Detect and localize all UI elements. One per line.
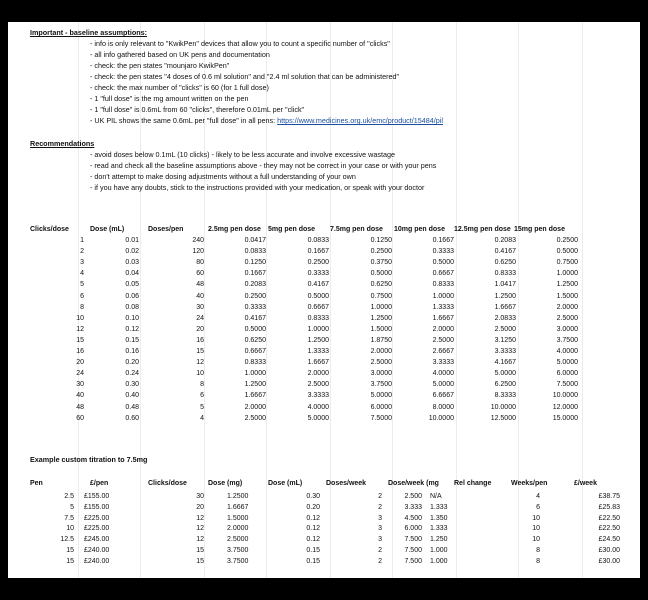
dose_table-cell: 40 xyxy=(196,292,204,300)
dose_table-cell: 0.6667 xyxy=(307,303,329,311)
titration-cell: 15 xyxy=(66,547,74,554)
assumption-item: - info is only relevant to "KwikPen" devices that allow you to count a specific number of "clicks" xyxy=(90,39,390,48)
dose_table-cell: 30 xyxy=(196,303,204,311)
dose_table-cell: 0.0417 xyxy=(244,237,266,244)
dose_table-cell: 0.06 xyxy=(125,292,139,300)
dose_table-cell: 5.0000 xyxy=(307,414,329,422)
dose_table-cell: 12.0000 xyxy=(552,403,578,411)
dose_table-cell: 0.02 xyxy=(125,248,139,256)
titration-cell: £155.00 xyxy=(84,503,110,511)
titration-cell: £225.00 xyxy=(84,514,110,522)
dose_table-cell: 8 xyxy=(80,303,84,311)
dose_table-cell: 0.16 xyxy=(125,348,139,355)
dose_table-cell: 0.24 xyxy=(125,370,139,378)
titration-column-header: Pen xyxy=(30,480,43,487)
dose_table-cell: 0.2083 xyxy=(494,237,516,244)
dose_table-cell: 0.7500 xyxy=(370,292,392,300)
dose_table-cell: 2.5000 xyxy=(494,325,516,333)
dose_table-cell: 4.0000 xyxy=(556,348,578,355)
dose_table-cell: 1.6667 xyxy=(307,359,329,367)
dose_table-cell: 2.0000 xyxy=(370,348,392,355)
dose_table-cell: 3.0000 xyxy=(370,370,392,378)
dose_table-cell: 1.5000 xyxy=(556,292,578,300)
dose_table-cell: 1.0000 xyxy=(556,270,578,278)
dose_table-cell: 0.5000 xyxy=(370,270,392,278)
dose_table-cell: 0.6250 xyxy=(244,336,266,344)
dose_table-cell: 3.3333 xyxy=(307,392,329,400)
titration-cell: 1.000 xyxy=(430,557,448,565)
dose_table-cell: 2.0833 xyxy=(494,314,516,322)
dose_table-cell: 0.40 xyxy=(125,392,139,400)
titration-cell: £38.75 xyxy=(598,493,620,500)
top-black-bar xyxy=(0,0,648,22)
titration-cell: 0.12 xyxy=(306,525,320,533)
titration-cell: 0.15 xyxy=(306,557,320,565)
titration-cell: 12 xyxy=(196,525,204,533)
dose_table-cell: 0.2083 xyxy=(244,281,266,289)
titration-cell: 10 xyxy=(532,525,540,533)
dose_table-cell: 5 xyxy=(200,403,204,411)
titration-cell: 8 xyxy=(536,547,540,554)
dose_table-cell: 1.0000 xyxy=(370,303,392,311)
dose_table-cell: 0.1250 xyxy=(244,259,266,267)
dose_table-cell: 1.6667 xyxy=(494,303,516,311)
titration-cell: £245.00 xyxy=(84,536,110,544)
titration-cell: 6 xyxy=(536,503,540,511)
dose_table-cell: 15 xyxy=(196,348,204,355)
dose_table-cell: 0.04 xyxy=(125,270,139,278)
titration-cell: 8 xyxy=(536,557,540,565)
titration-cell: 3.7500 xyxy=(227,557,249,565)
titration-cell: 2 xyxy=(378,493,382,500)
dose_table-cell: 2.5000 xyxy=(244,414,266,422)
dose_table-cell: 1.0000 xyxy=(244,370,266,378)
titration-cell: 2 xyxy=(378,503,382,511)
titration-column-header: Dose/week (mg xyxy=(388,480,439,487)
dose_table-cell: 10.0000 xyxy=(490,403,516,411)
dose_table-cell: 2.0000 xyxy=(307,370,329,378)
titration-cell: 15 xyxy=(196,557,204,565)
dose_table-cell: 4.1667 xyxy=(494,359,516,367)
titration-cell: N/A xyxy=(430,493,442,500)
dose_table-cell: 0.8333 xyxy=(432,281,454,289)
titration-cell: 2.0000 xyxy=(227,525,249,533)
dose_table-cell: 1.2500 xyxy=(494,292,516,300)
dose_table-cell: 10 xyxy=(76,314,84,322)
dose_table-cell: 4.0000 xyxy=(307,403,329,411)
dose_table-cell: 6.2500 xyxy=(494,381,516,389)
titration-cell: 4 xyxy=(536,493,540,500)
titration-cell: £22.50 xyxy=(598,525,620,533)
dose_table-cell: 60 xyxy=(76,414,84,422)
titration-cell: 3.333 xyxy=(404,503,422,511)
dose_table-column-header: 2.5mg pen dose xyxy=(208,226,261,233)
dose_table-cell: 6.0000 xyxy=(556,370,578,378)
titration-cell: £155.00 xyxy=(84,493,110,500)
titration-cell: 10 xyxy=(66,525,74,533)
dose_table-cell: 0.4167 xyxy=(494,248,516,256)
dose_table-cell: 8 xyxy=(200,381,204,389)
dose_table-cell: 0.5000 xyxy=(432,259,454,267)
dose_table-cell: 3.0000 xyxy=(556,325,578,333)
dose_table-cell: 1.8750 xyxy=(370,336,392,344)
dose_table-cell: 2.5000 xyxy=(556,314,578,322)
assumptions-heading: Important - baseline assumptions: xyxy=(30,28,148,37)
dose_table-column-header: 15mg pen dose xyxy=(514,226,565,233)
dose_table-cell: 120 xyxy=(192,248,204,256)
recommendations-heading: Recommendations xyxy=(30,139,95,148)
dose_table-column-header: Dose (mL) xyxy=(90,226,125,233)
pil-link[interactable]: https://www.medicines.org.uk/emc/product/15484/pil xyxy=(277,116,443,125)
dose_table-cell: 16 xyxy=(196,336,204,344)
titration-cell: 0.15 xyxy=(306,547,320,554)
dose_table-cell: 5.0000 xyxy=(432,381,454,389)
recommendation-item: - avoid doses below 0.1mL (10 clicks) - likely to be less accurate and involve excessive wastage xyxy=(90,150,395,159)
dose_table-cell: 1.6667 xyxy=(432,314,454,322)
recommendation-item: - if you have any doubts, stick to the instructions provided with your medication, or speak with your doctor xyxy=(90,183,425,192)
dose_table-cell: 0.8333 xyxy=(244,359,266,367)
titration-cell: 0.12 xyxy=(306,514,320,522)
titration-cell: 1.2500 xyxy=(227,493,249,500)
titration-cell: 10 xyxy=(532,536,540,544)
titration-cell: 2 xyxy=(378,557,382,565)
titration-cell: 7.500 xyxy=(404,547,422,554)
dose_table-cell: 1.2500 xyxy=(370,314,392,322)
dose_table-cell: 10.0000 xyxy=(428,414,454,422)
titration-cell: 30 xyxy=(196,493,204,500)
titration-cell: 3 xyxy=(378,514,382,522)
dose_table-cell: 0.3333 xyxy=(432,248,454,256)
bottom-black-bar xyxy=(0,578,648,600)
dose_table-cell: 0.6667 xyxy=(432,270,454,278)
titration-cell: 7.5 xyxy=(64,514,74,522)
titration-column-header: Weeks/pen xyxy=(511,480,548,487)
dose_table-cell: 12 xyxy=(76,325,84,333)
titration-column-header: Rel change xyxy=(454,480,492,487)
dose_table-cell: 0.5000 xyxy=(244,325,266,333)
titration-cell: 7.500 xyxy=(404,557,422,565)
dose_table-cell: 1.3333 xyxy=(432,303,454,311)
titration-cell: 3.7500 xyxy=(227,547,249,554)
dose_table-cell: 0.6667 xyxy=(244,348,266,355)
dose_table-cell: 0.5000 xyxy=(556,248,578,256)
dose_table-cell: 4 xyxy=(80,270,84,278)
dose_table-cell: 0.2500 xyxy=(307,259,329,267)
titration-cell: 20 xyxy=(196,503,204,511)
dose_table-cell: 0.8333 xyxy=(494,270,516,278)
titration-cell: £240.00 xyxy=(84,557,110,565)
dose_table-cell: 0.1250 xyxy=(370,237,392,244)
titration-cell: 15 xyxy=(66,557,74,565)
titration-cell: £25.83 xyxy=(598,503,620,511)
dose_table-cell: 0.08 xyxy=(125,303,139,311)
spreadsheet-sheet xyxy=(8,22,640,578)
assumption-item-pil xyxy=(90,116,443,125)
titration-column-header: Clicks/dose xyxy=(148,480,187,487)
dose_table-cell: 2 xyxy=(80,248,84,256)
dose_table-cell: 0.7500 xyxy=(556,259,578,267)
dose_table-column-header: 7.5mg pen dose xyxy=(330,226,383,233)
dose_table-cell: 4.0000 xyxy=(432,370,454,378)
dose_table-column-header: 12.5mg pen dose xyxy=(454,226,511,233)
dose_table-cell: 3.3333 xyxy=(494,348,516,355)
dose_table-cell: 240 xyxy=(192,237,204,244)
dose_table-cell: 12 xyxy=(196,359,204,367)
dose_table-column-header: Clicks/dose xyxy=(30,226,69,233)
titration-cell: 1.333 xyxy=(430,503,448,511)
titration-cell: 2.5 xyxy=(64,493,74,500)
titration-cell: £30.00 xyxy=(598,557,620,565)
dose_table-cell: 0.12 xyxy=(125,325,139,333)
dose_table-cell: 0.01 xyxy=(125,237,139,244)
titration-cell: £22.50 xyxy=(598,514,620,522)
dose_table-cell: 1.0000 xyxy=(432,292,454,300)
titration-column-header: Doses/week xyxy=(326,480,367,487)
dose_table-cell: 80 xyxy=(196,259,204,267)
dose_table-cell: 0.3333 xyxy=(307,270,329,278)
dose_table-cell: 0.3750 xyxy=(370,259,392,267)
dose_table-cell: 0.4167 xyxy=(244,314,266,322)
dose_table-cell: 0.20 xyxy=(125,359,139,367)
titration-column-header: Dose (mg) xyxy=(208,480,243,487)
titration-cell: 4.500 xyxy=(404,514,422,522)
titration-cell: 5 xyxy=(70,503,74,511)
titration-cell: £225.00 xyxy=(84,525,110,533)
titration-cell: £30.00 xyxy=(598,547,620,554)
recommendation-item: - read and check all the baseline assumptions above - they may not be correct in your case or with your pens xyxy=(90,161,437,170)
dose_table-cell: 0.0833 xyxy=(307,237,329,244)
dose_table-cell: 30 xyxy=(76,381,84,389)
dose_table-cell: 60 xyxy=(196,270,204,278)
dose_table-cell: 24 xyxy=(76,370,84,378)
dose_table-cell: 3 xyxy=(80,259,84,267)
dose_table-cell: 20 xyxy=(196,325,204,333)
dose_table-cell: 0.4167 xyxy=(307,281,329,289)
dose_table-cell: 4 xyxy=(200,414,204,422)
dose_table-cell: 0.48 xyxy=(125,403,139,411)
dose_table-cell: 2.5000 xyxy=(307,381,329,389)
dose_table-cell: 5.0000 xyxy=(556,359,578,367)
dose_table-cell: 12.5000 xyxy=(490,414,516,422)
assumption-item: - check: the max number of "clicks" is 60 (for 1 full dose) xyxy=(90,83,269,92)
dose_table-cell: 3.7500 xyxy=(556,336,578,344)
dose_table-cell: 2.5000 xyxy=(370,359,392,367)
dose_table-cell: 6.6667 xyxy=(432,392,454,400)
dose_table-cell: 0.3333 xyxy=(244,303,266,311)
dose_table-cell: 40 xyxy=(76,392,84,400)
dose_table-cell: 1.2500 xyxy=(556,281,578,289)
dose_table-cell: 0.1667 xyxy=(432,237,454,244)
dose_table-cell: 10 xyxy=(196,370,204,378)
titration-cell: 0.20 xyxy=(306,503,320,511)
titration-cell: 3 xyxy=(378,525,382,533)
dose_table-cell: 1.6667 xyxy=(244,392,266,400)
titration-cell: 2.5000 xyxy=(227,536,249,544)
dose_table-cell: 0.60 xyxy=(125,414,139,422)
titration-cell: 6.000 xyxy=(404,525,422,533)
dose_table-cell: 8.0000 xyxy=(432,403,454,411)
dose_table-cell: 1 xyxy=(80,237,84,244)
dose_table-cell: 48 xyxy=(76,403,84,411)
assumption-item: - 1 "full dose" is the mg amount written on the pen xyxy=(90,94,249,103)
dose_table-cell: 7.5000 xyxy=(556,381,578,389)
titration-cell: 3 xyxy=(378,536,382,544)
dose_table-cell: 0.5000 xyxy=(307,292,329,300)
dose_table-cell: 2.6667 xyxy=(432,348,454,355)
dose_table-cell: 5.0000 xyxy=(370,392,392,400)
dose_table-cell: 0.6250 xyxy=(370,281,392,289)
dose_table-cell: 0.2500 xyxy=(244,292,266,300)
titration-cell: 2 xyxy=(378,547,382,554)
titration-cell: 12.5 xyxy=(60,536,74,544)
dose_table-cell: 24 xyxy=(196,314,204,322)
dose_table-cell: 0.1667 xyxy=(244,270,266,278)
titration-column-header: £/week xyxy=(574,480,597,487)
titration-column-header: Dose (mL) xyxy=(268,480,303,487)
dose_table-cell: 3.1250 xyxy=(494,336,516,344)
dose_table-cell: 0.03 xyxy=(125,259,139,267)
dose_table-cell: 0.2500 xyxy=(370,248,392,256)
dose_table-cell: 0.05 xyxy=(125,281,139,289)
dose_table-cell: 0.0833 xyxy=(244,248,266,256)
assumption-item: - 1 "full dose" is 0.6mL from 60 "clicks", therefore 0.01mL per "click" xyxy=(90,105,305,114)
dose_table-cell: 16 xyxy=(76,348,84,355)
titration-cell: 15 xyxy=(196,547,204,554)
assumption-item-text: - UK PIL shows the same 0.6mL per "full dose" in all pens: xyxy=(90,116,276,125)
dose_table-cell: 2.0000 xyxy=(556,303,578,311)
dose_table-cell: 10.0000 xyxy=(552,392,578,400)
dose_table-cell: 2.0000 xyxy=(432,325,454,333)
dose_table-cell: 20 xyxy=(76,359,84,367)
dose_table-cell: 0.10 xyxy=(125,314,139,322)
dose_table-cell: 2.5000 xyxy=(432,336,454,344)
titration-cell: £24.50 xyxy=(598,536,620,544)
dose_table-cell: 48 xyxy=(196,281,204,289)
dose_table-cell: 15 xyxy=(76,336,84,344)
dose_table-cell: 5 xyxy=(80,281,84,289)
dose_table-cell: 0.15 xyxy=(125,336,139,344)
titration-cell: 1.6667 xyxy=(227,503,249,511)
dose_table-cell: 6 xyxy=(80,292,84,300)
dose_table-column-header: Doses/pen xyxy=(148,226,184,233)
dose_table-cell: 7.5000 xyxy=(370,414,392,422)
titration-cell: 1.333 xyxy=(430,525,448,533)
titration-cell: 7.500 xyxy=(404,536,422,544)
titration-cell: 12 xyxy=(196,536,204,544)
dose_table-cell: 5.0000 xyxy=(494,370,516,378)
titration-cell: 0.12 xyxy=(306,536,320,544)
dose_table-cell: 1.2500 xyxy=(307,336,329,344)
dose_table-cell: 0.30 xyxy=(125,381,139,389)
dose_table-cell: 0.6250 xyxy=(494,259,516,267)
titration-cell: 0.30 xyxy=(306,493,320,500)
dose_table-cell: 3.3333 xyxy=(432,359,454,367)
dose_table-cell: 0.8333 xyxy=(307,314,329,322)
dose_table-cell: 6.0000 xyxy=(370,403,392,411)
titration-heading: Example custom titration to 7.5mg xyxy=(30,455,148,464)
assumption-item: - check: the pen states "mounjaro KwikPen" xyxy=(90,61,230,70)
dose_table-cell: 2.0000 xyxy=(244,403,266,411)
dose_table-cell: 1.0417 xyxy=(494,281,516,289)
dose_table-column-header: 10mg pen dose xyxy=(394,226,445,233)
titration-cell: 10 xyxy=(532,514,540,522)
recommendation-item: - don't attempt to make dosing adjustments without a full understanding of your own xyxy=(90,172,356,181)
dose_table-cell: 0.1667 xyxy=(307,248,329,256)
dose_table-cell: 3.7500 xyxy=(370,381,392,389)
assumption-item: - check: the pen states "4 doses of 0.6 ml solution" and "2.4 ml solution that can be administered" xyxy=(90,72,400,81)
dose_table-column-header: 5mg pen dose xyxy=(268,226,316,233)
titration-cell: 1.350 xyxy=(430,514,448,522)
assumption-item: - all info gathered based on UK pens and documentation xyxy=(90,50,270,59)
titration-cell: 1.5000 xyxy=(227,514,249,522)
dose_table-cell: 1.0000 xyxy=(307,325,329,333)
dose_table-cell: 1.2500 xyxy=(244,381,266,389)
dose_table-cell: 1.5000 xyxy=(370,325,392,333)
titration-cell: 1.250 xyxy=(430,536,448,544)
dose_table-cell: 6 xyxy=(200,392,204,400)
dose_table-cell: 8.3333 xyxy=(494,392,516,400)
dose_table-cell: 1.3333 xyxy=(307,348,329,355)
titration-column-header: £/pen xyxy=(90,480,109,487)
titration-cell: 1.000 xyxy=(430,547,448,554)
dose_table-cell: 15.0000 xyxy=(552,414,578,422)
titration-cell: £240.00 xyxy=(84,547,110,554)
titration-cell: 12 xyxy=(196,514,204,522)
dose_table-cell: 0.2500 xyxy=(556,237,578,244)
titration-cell: 2.500 xyxy=(404,493,422,500)
